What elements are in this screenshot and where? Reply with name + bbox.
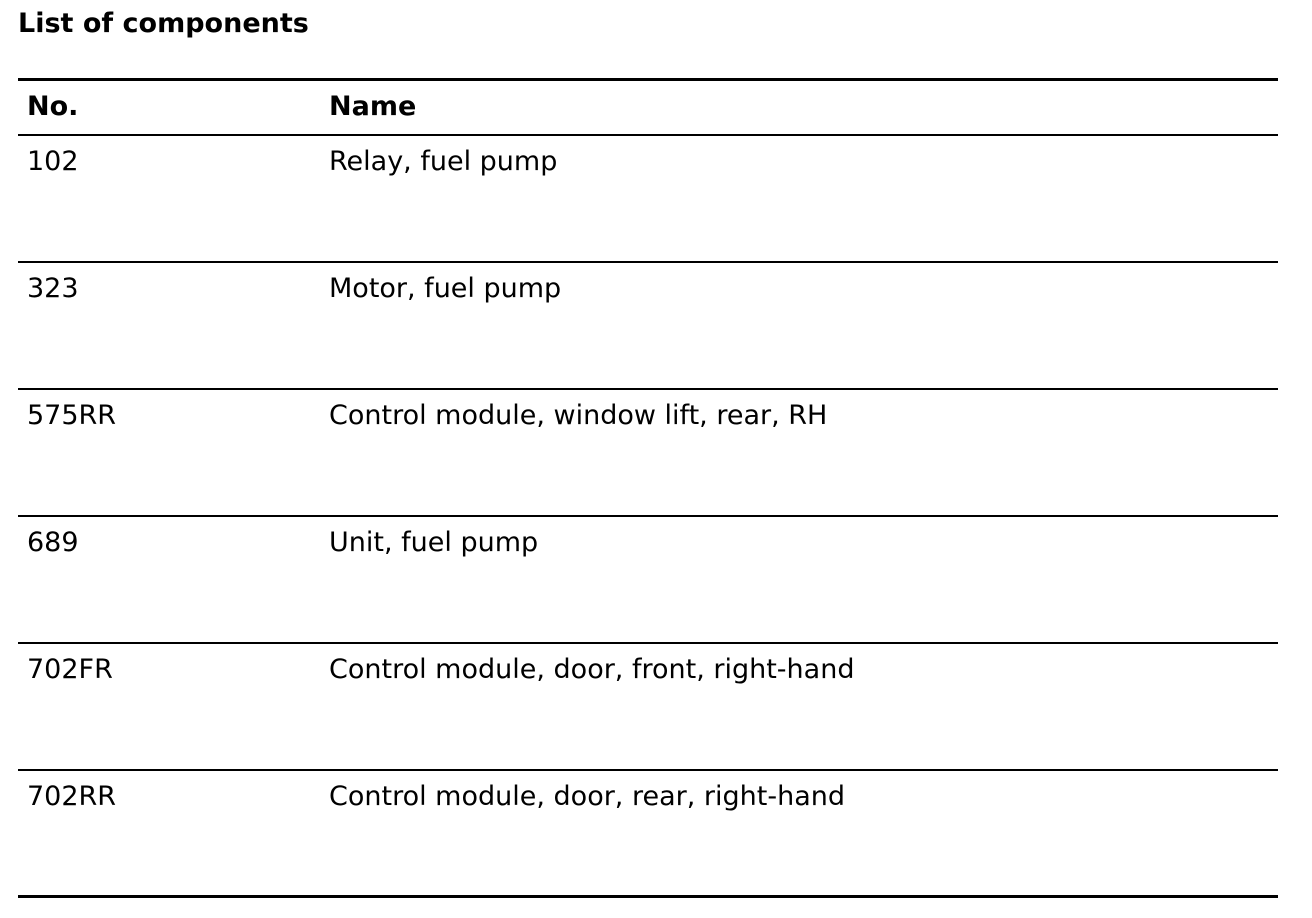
table-row [18, 389, 1278, 516]
component-name: Unit, fuel pump [320, 516, 1278, 643]
table-row [18, 135, 1278, 262]
component-number: 102 [18, 135, 320, 262]
component-number: 689 [18, 516, 320, 643]
component-number: 323 [18, 262, 320, 389]
component-name: Control module, door, front, right-hand [320, 643, 1278, 770]
component-number: 702FR [18, 643, 320, 770]
table-row [18, 262, 1278, 389]
table-row [18, 643, 1278, 770]
component-name: Control module, window lift, rear, RH [320, 389, 1278, 516]
component-name: Motor, fuel pump [320, 262, 1278, 389]
table-header-row [18, 80, 1278, 135]
page-title: List of components [18, 8, 309, 39]
component-name: Relay, fuel pump [320, 135, 1278, 262]
component-number: 575RR [18, 389, 320, 516]
table-row [18, 770, 1278, 897]
column-header-name: Name [320, 80, 1278, 135]
column-header-no: No. [18, 80, 320, 135]
component-name: Control module, door, rear, right-hand [320, 770, 1278, 897]
components-table [18, 78, 1278, 898]
component-number: 702RR [18, 770, 320, 897]
table-row [18, 516, 1278, 643]
